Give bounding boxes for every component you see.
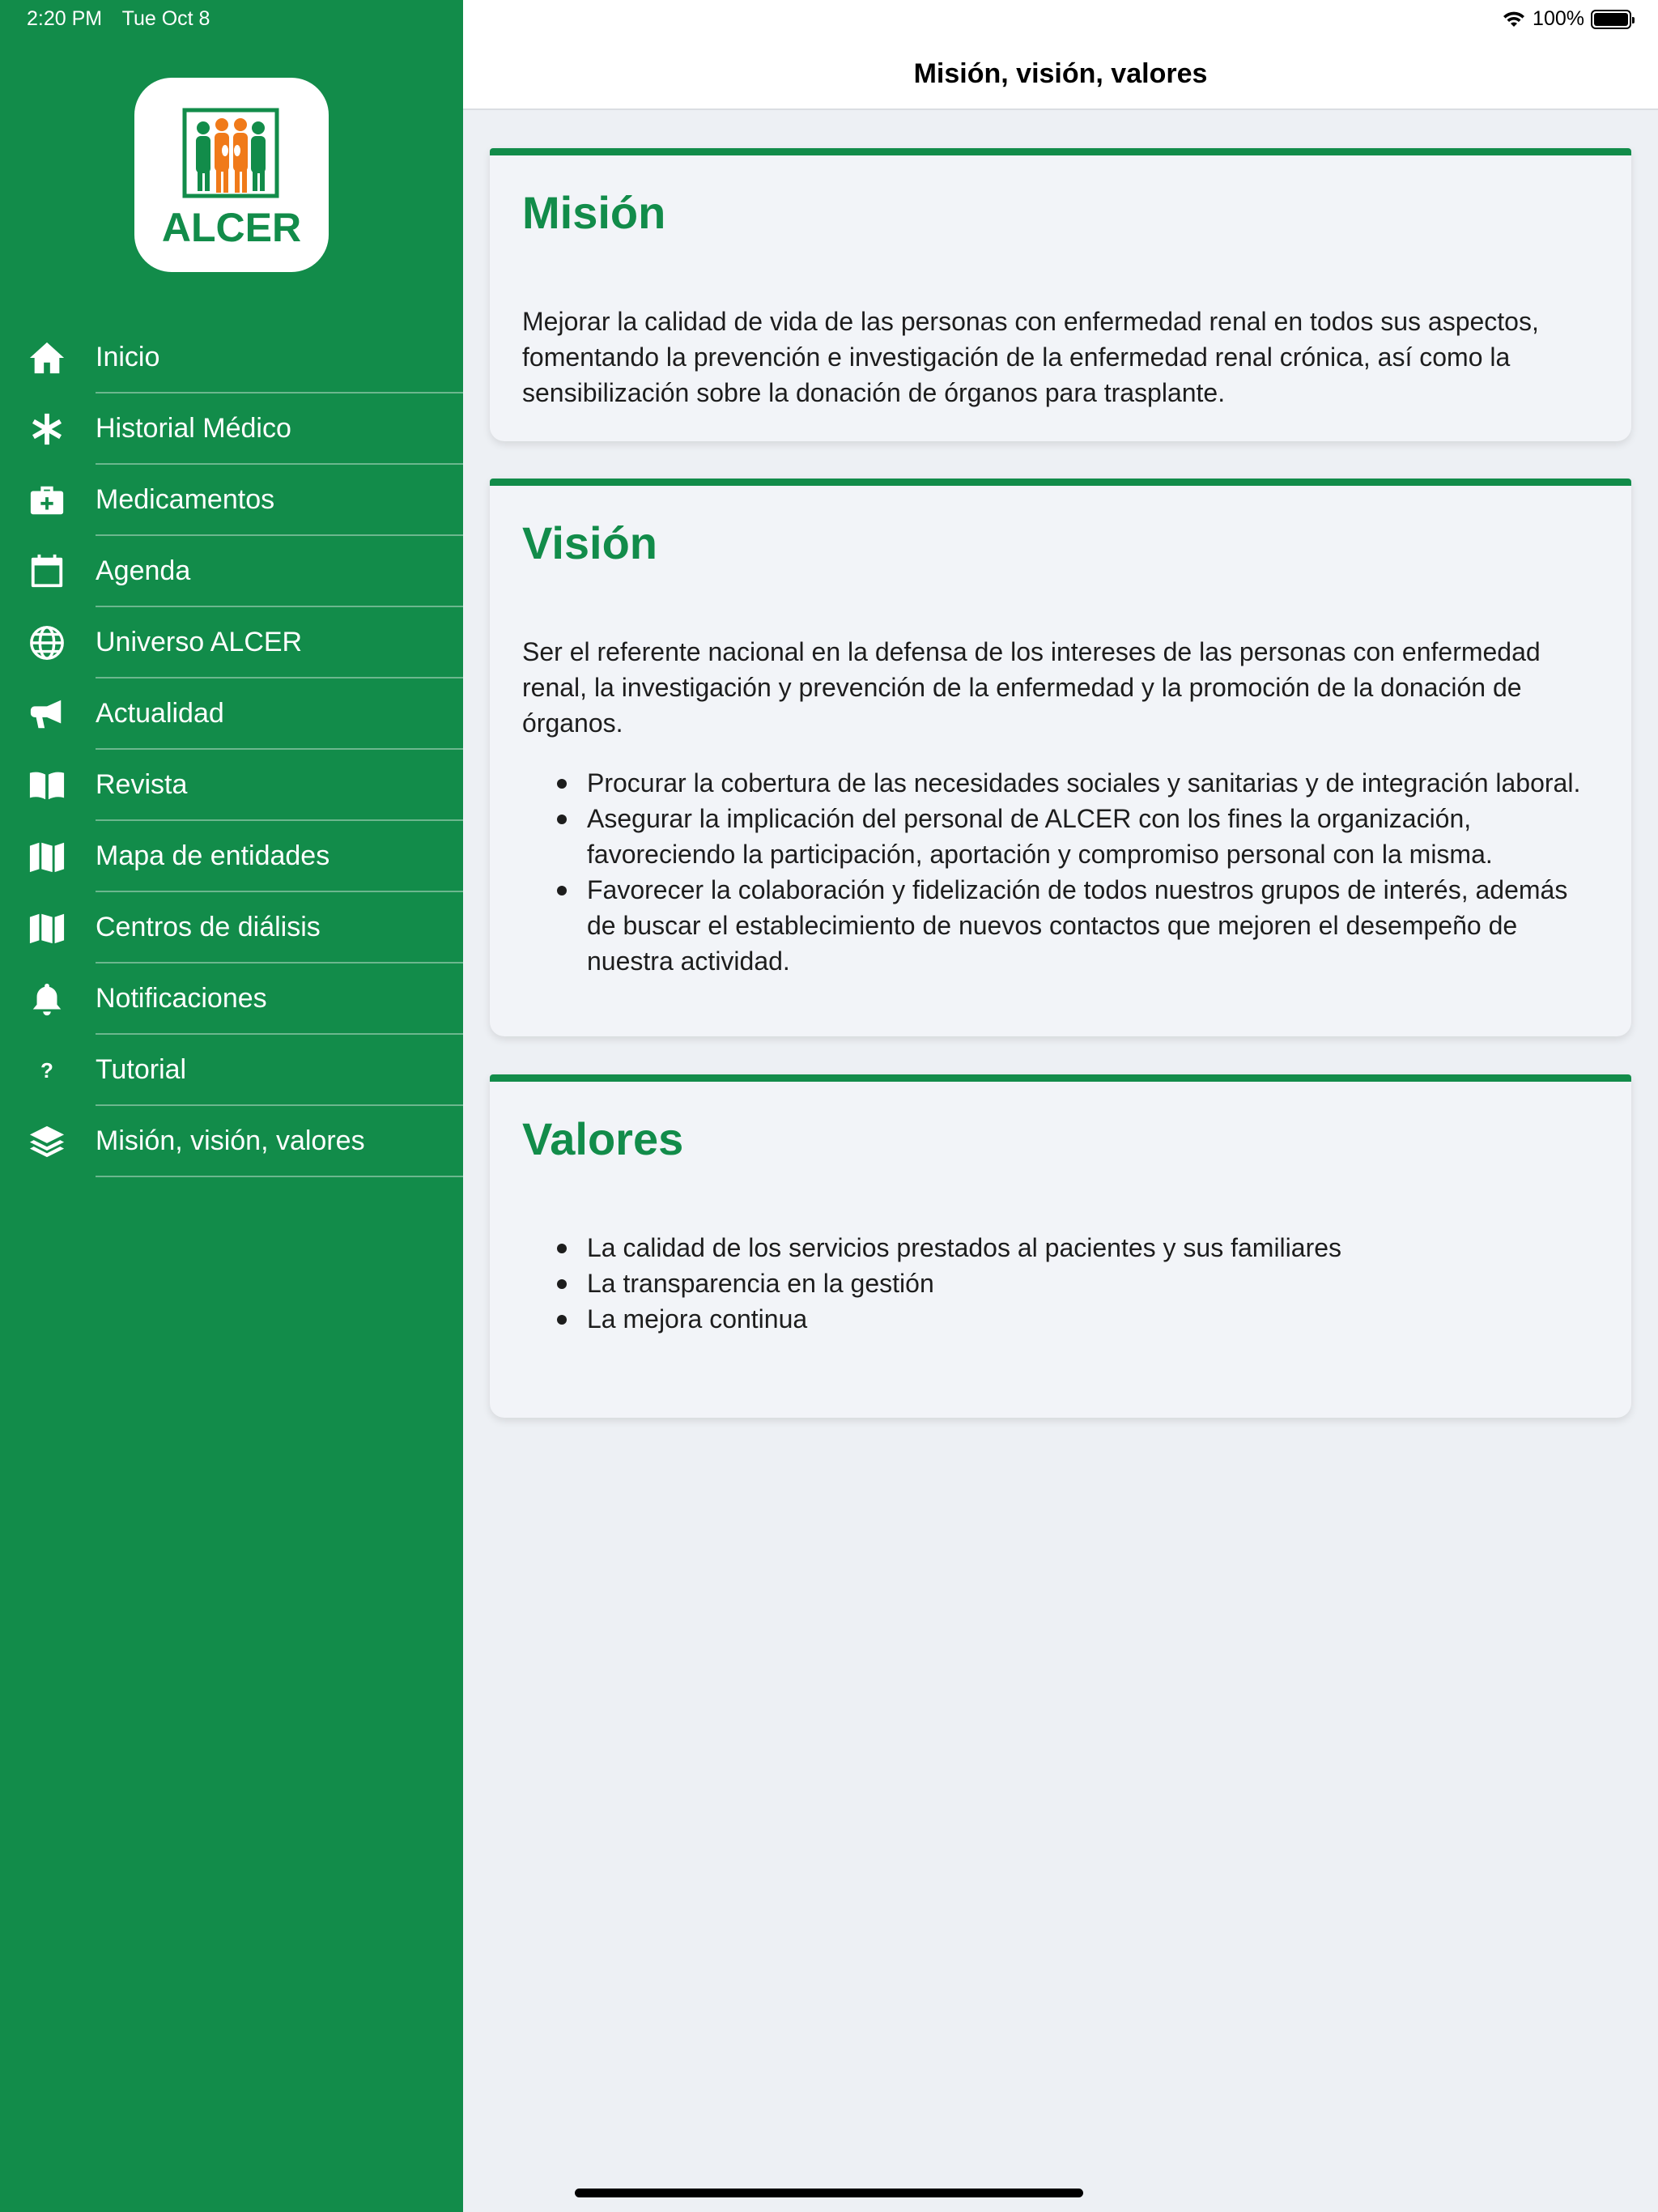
vision-list bbox=[522, 765, 1599, 979]
sidebar-item-historial-medico[interactable] bbox=[0, 393, 463, 465]
mision-card bbox=[490, 148, 1631, 441]
battery-fill bbox=[1594, 13, 1628, 26]
status-right bbox=[1502, 7, 1631, 31]
sidebar-item-actualidad[interactable] bbox=[0, 678, 463, 750]
list-item: La mejora continua bbox=[587, 1301, 1599, 1337]
sidebar-item-inicio[interactable] bbox=[0, 322, 463, 393]
bell-icon bbox=[28, 980, 66, 1019]
medkit-icon bbox=[28, 481, 66, 520]
wifi-icon bbox=[1502, 11, 1526, 28]
alcer-logo-icon bbox=[134, 78, 329, 272]
sidebar-item-label: Mapa de entidades bbox=[96, 840, 330, 871]
sidebar bbox=[0, 0, 463, 2212]
sidebar-item-label: Universo ALCER bbox=[96, 627, 303, 657]
globe-icon bbox=[28, 623, 66, 662]
sidebar-item-centros-de-dialisis[interactable] bbox=[0, 892, 463, 963]
mision-body: Mejorar la calidad de vida de las personas con enfermedad renal en todos sus aspectos, fomentando la prevención e investigación de la enfermedad renal crónica, así como la sensibilización sobre la donación de órganos para trasplante. bbox=[522, 307, 1539, 407]
sidebar-menu bbox=[0, 322, 463, 1177]
sidebar-item-label: Tutorial bbox=[96, 1054, 187, 1085]
sidebar-item-agenda[interactable] bbox=[0, 536, 463, 607]
page-title: Misión, visión, valores bbox=[913, 58, 1208, 89]
question-glyph: ? bbox=[40, 1057, 53, 1083]
status-left bbox=[27, 7, 224, 31]
layers-icon bbox=[28, 1122, 66, 1161]
status-date: Tue Oct 8 bbox=[121, 7, 210, 30]
home-indicator[interactable] bbox=[575, 2189, 1083, 2197]
sidebar-item-notificaciones[interactable] bbox=[0, 963, 463, 1035]
book-icon bbox=[28, 766, 66, 805]
sidebar-item-mapa-de-entidades[interactable] bbox=[0, 821, 463, 892]
sidebar-item-label: Misión, visión, valores bbox=[96, 1125, 365, 1156]
list-item: La calidad de los servicios prestados al pacientes y sus familiares bbox=[587, 1230, 1599, 1266]
app-logo bbox=[134, 78, 329, 272]
home-icon bbox=[28, 338, 66, 377]
sidebar-item-label: Medicamentos bbox=[96, 484, 275, 515]
vision-title: Visión bbox=[522, 517, 658, 568]
sidebar-item-label: Historial Médico bbox=[96, 413, 291, 444]
list-item: Procurar la cobertura de las necesidades sociales y sanitarias y de integración laboral. bbox=[587, 765, 1599, 801]
mision-title: Misión bbox=[522, 187, 666, 238]
sidebar-item-label: Actualidad bbox=[96, 698, 224, 729]
valores-card bbox=[490, 1074, 1631, 1418]
vision-card bbox=[490, 479, 1631, 1036]
vision-body: Ser el referente nacional en la defensa de los intereses de las personas con enfermedad renal, la investigación y prevención de la enfermedad y la promoción de la donación de órganos. bbox=[522, 637, 1541, 738]
sidebar-item-label: Revista bbox=[96, 769, 188, 800]
sidebar-item-mision-vision-valores[interactable] bbox=[0, 1106, 463, 1177]
logo-text: ALCER bbox=[161, 205, 302, 250]
asterisk-icon bbox=[28, 410, 66, 449]
sidebar-item-label: Centros de diálisis bbox=[96, 912, 321, 942]
sidebar-item-tutorial[interactable] bbox=[0, 1035, 463, 1106]
map-icon bbox=[28, 908, 66, 947]
sidebar-item-revista[interactable] bbox=[0, 750, 463, 821]
list-item: Asegurar la implicación del personal de ALCER con los fines la organización, favoreciendo la participación, aportación y compromiso personal con la misma. bbox=[587, 801, 1599, 872]
sidebar-item-label: Notificaciones bbox=[96, 983, 267, 1014]
calendar-icon bbox=[28, 552, 66, 591]
list-item: Favorecer la colaboración y fidelización de todos nuestros grupos de interés, además de buscar el establecimiento de nuevos contactos que mejoren el desempeño de nuestra actividad. bbox=[587, 872, 1599, 979]
sidebar-item-label: Inicio bbox=[96, 342, 160, 372]
question-icon bbox=[28, 1051, 66, 1090]
sidebar-item-medicamentos[interactable] bbox=[0, 465, 463, 536]
status-bar bbox=[0, 0, 1658, 39]
status-time: 2:20 PM bbox=[27, 7, 103, 30]
map-icon bbox=[28, 837, 66, 876]
list-item: La transparencia en la gestión bbox=[587, 1266, 1599, 1301]
battery-icon bbox=[1591, 10, 1631, 29]
megaphone-icon bbox=[28, 695, 66, 734]
battery-percentage: 100% bbox=[1533, 7, 1584, 30]
valores-list bbox=[522, 1230, 1599, 1337]
sidebar-item-label: Agenda bbox=[96, 555, 191, 586]
valores-title: Valores bbox=[522, 1113, 684, 1164]
main-content bbox=[463, 0, 1658, 2212]
sidebar-item-universo-alcer[interactable] bbox=[0, 607, 463, 678]
